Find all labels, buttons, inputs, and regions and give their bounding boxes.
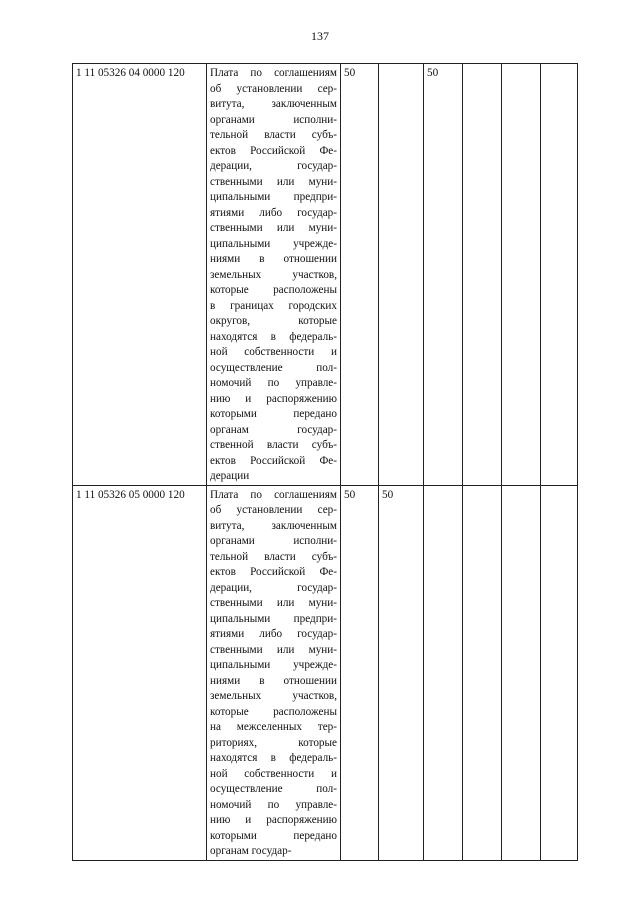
revenue-name-cell: [207, 485, 341, 860]
revenue-name-line: находятся в федераль-: [210, 330, 337, 343]
value-cell: 50: [341, 485, 379, 860]
revenue-name-line: ектов Российской Фе-: [210, 566, 337, 578]
value-cell: 50: [341, 64, 379, 486]
revenue-name-cell: [207, 64, 341, 486]
value-cell: [541, 485, 578, 860]
revenue-name-line: ственными или муни-: [210, 643, 337, 656]
revenue-name-line: осуществление пол-: [210, 361, 337, 374]
revenue-name-line: номочий по управле-: [210, 377, 337, 389]
budget-classification-table: [72, 63, 578, 861]
revenue-name-line: ниями в отношении: [210, 253, 337, 265]
revenue-name-line: нию и распоряжению: [210, 814, 337, 826]
revenue-name-line: нию и распоряжению: [210, 392, 337, 405]
revenue-name-line: Плата по соглашениям: [210, 67, 337, 79]
revenue-name-line: которые расположены: [210, 284, 337, 296]
revenue-name-line: об установлении сер-: [210, 504, 337, 516]
revenue-name-line: которыми передано: [210, 829, 337, 842]
table-row: [73, 485, 578, 860]
revenue-name-line: номочий по управле-: [210, 798, 337, 811]
revenue-name-line: об установлении сер-: [210, 82, 337, 95]
revenue-name-line: на межселенных тер-: [210, 721, 337, 733]
revenue-name-line: ципальными учрежде-: [210, 237, 337, 250]
value-cell: [379, 64, 424, 486]
revenue-name-line: тельной власти субъ-: [210, 550, 337, 563]
revenue-name-line: Плата по соглашениям: [210, 488, 337, 501]
revenue-name-line: органам государ-: [210, 423, 337, 436]
revenue-name-line: ятиями либо государ-: [210, 206, 337, 219]
value-cell: [463, 64, 502, 486]
revenue-name-line: ципальными предпри-: [210, 191, 337, 203]
revenue-name-line: ниями в отношении: [210, 674, 337, 687]
revenue-name-line: ектов Российской Фе-: [210, 454, 337, 467]
revenue-name-line: дерации: [210, 470, 250, 482]
revenue-name-line: ной собственности и: [210, 767, 337, 780]
revenue-name-line: ектов Российской Фе-: [210, 144, 337, 157]
revenue-name-line: земельных участков,: [210, 690, 337, 702]
revenue-name-line: витута, заключенным: [210, 519, 337, 532]
revenue-name-line: которые расположены: [210, 705, 337, 718]
value-cell: 50: [424, 64, 463, 486]
revenue-name-line: в границах городских: [210, 299, 337, 312]
value-cell: [463, 485, 502, 860]
value-cell: [424, 485, 463, 860]
revenue-name-line: ципальными предпри-: [210, 612, 337, 625]
table-row: [73, 64, 578, 486]
revenue-name-line: ственными или муни-: [210, 597, 337, 609]
revenue-name-line: риториях, которые: [210, 736, 337, 749]
revenue-name-line: дерации, государ-: [210, 160, 337, 172]
budget-code-cell: 1 11 05326 05 0000 120: [73, 485, 207, 860]
revenue-name-line: находятся в федераль-: [210, 752, 337, 764]
revenue-name-line: осуществление пол-: [210, 783, 337, 795]
value-cell: [541, 64, 578, 486]
revenue-name-line: ной собственности и: [210, 346, 337, 358]
revenue-name-line: которыми передано: [210, 408, 337, 420]
revenue-name-line: земельных участков,: [210, 268, 337, 281]
revenue-name-line: дерации, государ-: [210, 581, 337, 594]
revenue-name-line: ственной власти субъ-: [210, 439, 337, 451]
table-body: [73, 64, 578, 861]
revenue-name-line: ственными или муни-: [210, 222, 337, 234]
value-cell: [502, 485, 541, 860]
value-cell: [502, 64, 541, 486]
page-number: 137: [311, 29, 329, 43]
budget-code-cell: 1 11 05326 04 0000 120: [73, 64, 207, 486]
value-cell: 50: [379, 485, 424, 860]
revenue-name-line: витута, заключенным: [210, 98, 337, 110]
revenue-name-line: ятиями либо государ-: [210, 628, 337, 640]
revenue-name-line: округов, которые: [210, 315, 337, 327]
revenue-name-line: тельной власти субъ-: [210, 129, 337, 141]
revenue-name-line: органами исполни-: [210, 113, 337, 126]
revenue-name-line: органами исполни-: [210, 535, 337, 547]
revenue-name-line: ственными или муни-: [210, 175, 337, 188]
revenue-name-line: органам государ-: [210, 845, 292, 857]
revenue-name-line: ципальными учрежде-: [210, 659, 337, 671]
